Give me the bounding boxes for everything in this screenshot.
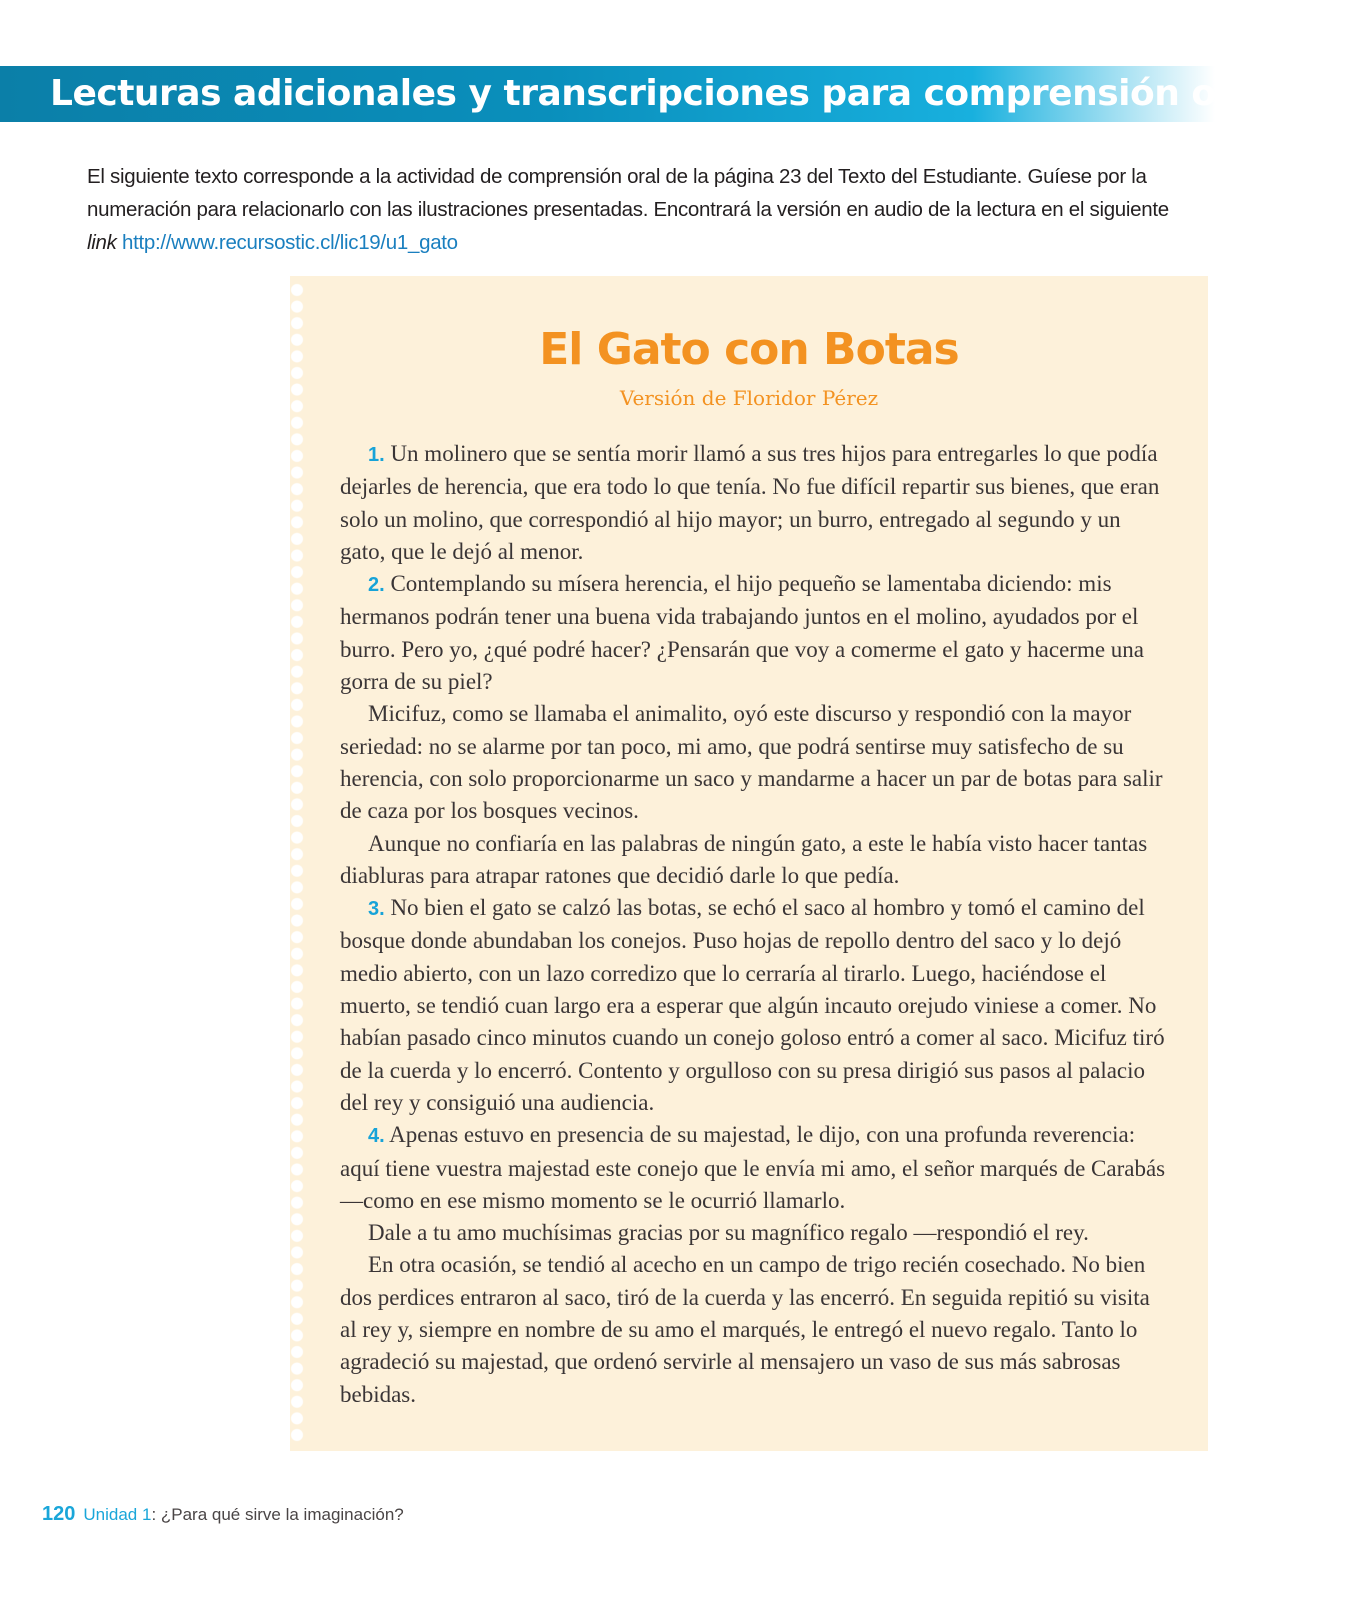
unit-title: : ¿Para qué sirve la imaginación? xyxy=(151,1505,404,1524)
intro-link-word: link xyxy=(87,231,117,254)
story-paragraph xyxy=(340,1249,1170,1410)
paragraph-number: 3. xyxy=(368,898,385,921)
story-subtitle: Versión de Floridor Pérez xyxy=(619,386,879,410)
paragraph-text: Dale a tu amo muchísimas gracias por su magnífico regalo —respondió el rey. xyxy=(368,1220,1089,1246)
page-number: 120 xyxy=(42,1503,76,1525)
paragraph-text: Apenas estuvo en presencia de su majestad, le dijo, con una profunda reverencia: aquí tiene vuestra majestad este conejo que le envía mi amo, el señor marqués de Carabás —como en ese mismo momento se le ocurrió llamarlo. xyxy=(340,1122,1166,1213)
story-paragraph xyxy=(340,568,1170,698)
page-title: Lecturas adicionales y transcripciones para comprensión oral xyxy=(50,73,1269,114)
notebook-holes-decoration xyxy=(286,282,308,1442)
story-paragraph xyxy=(340,892,1170,1119)
unit-label: Unidad 1 xyxy=(83,1505,152,1524)
header-banner xyxy=(0,66,1269,122)
paragraph-text: Aunque no confiaría en las palabras de ningún gato, a este le había visto hacer tantas diabluras para atrapar ratones que decidió darle lo que pedía. xyxy=(340,830,1148,888)
paragraph-number: 1. xyxy=(368,444,385,466)
intro-text: El siguiente texto corresponde a la actividad de comprensión oral de la página 23 del Texto del Estudiante. Guíese por la numeración para relacionarlo con las ilustraciones presentadas. Encontrará la versión en audio de la lectura en el siguiente xyxy=(87,165,1169,221)
paragraph-text: Micifuz, como se llamaba el animalito, oyó este discurso y respondió con la mayor seriedad: no se alarme por tan poco, mi amo, que podrá sentirse muy satisfecho de su herencia, con solo proporcionarme un saco y mandarme a hacer un par de botas para salir de caza por los bosques vecinos. xyxy=(340,701,1163,824)
paragraph-text: Contemplando su mísera herencia, el hijo pequeño se lamentaba diciendo: mis hermanos podrán tener una buena vida trabajando juntos en el molino, ayudados por el burro. Pero yo, ¿qué podré hacer? ¿Pensarán que voy a comerme el gato y hacerme una gorra de su piel? xyxy=(340,571,1145,695)
story-box xyxy=(290,276,1208,1451)
story-title: El Gato con Botas xyxy=(539,324,959,375)
story-body xyxy=(340,438,1170,1411)
intro-paragraph xyxy=(87,160,1187,259)
paragraph-number: 4. xyxy=(368,1125,385,1148)
story-paragraph xyxy=(340,1119,1170,1217)
paragraph-text: En otra ocasión, se tendió al acecho en un campo de trigo recién cosechado. No bien dos perdices entraron al saco, tiró de la cuerda y las encerró. En seguida repitió su visita al rey y, siempre en nombre de su amo el marqués, le entregó el nuevo regalo. Tanto lo agradeció su majestad, que ordenó servirle al mensajero un vaso de sus más sabrosas bebidas. xyxy=(340,1252,1150,1407)
paragraph-number: 2. xyxy=(368,574,385,597)
audio-link[interactable]: http://www.recursostic.cl/lic19/u1_gato xyxy=(121,231,458,254)
paragraph-text: No bien el gato se calzó las botas, se echó el saco al hombro y tomó el camino del bosque donde abundaban los conejos. Puso hojas de repollo dentro del saco y lo dejó medio abierto, con un lazo corredizo que lo cerraría al tirarlo. Luego, haciéndose el muerto, se tendió cuan largo era a esperar que algún incauto orejudo viniese a comer. No habían pasado cinco minutos cuando un conejo goloso entró a comer al saco. Micifuz tiró de la cuerda y lo encerró. Contento y orgulloso con su presa dirigió sus pasos al palacio del rey y consiguió una audiencia. xyxy=(340,895,1165,1115)
paragraph-text: Un molinero que se sentía morir llamó a sus tres hijos para entregarles lo que podía dejarles de herencia, que era todo lo que tenía. No fue difícil repartir sus bienes, que eran solo un molino, que correspondió al hijo mayor; un burro, entregado al segundo y un gato, que le dejó al menor. xyxy=(340,441,1160,564)
page-footer xyxy=(42,1502,404,1527)
story-paragraph xyxy=(340,1217,1170,1249)
story-paragraph xyxy=(340,698,1170,827)
story-paragraph xyxy=(340,438,1170,568)
story-paragraph xyxy=(340,828,1170,893)
